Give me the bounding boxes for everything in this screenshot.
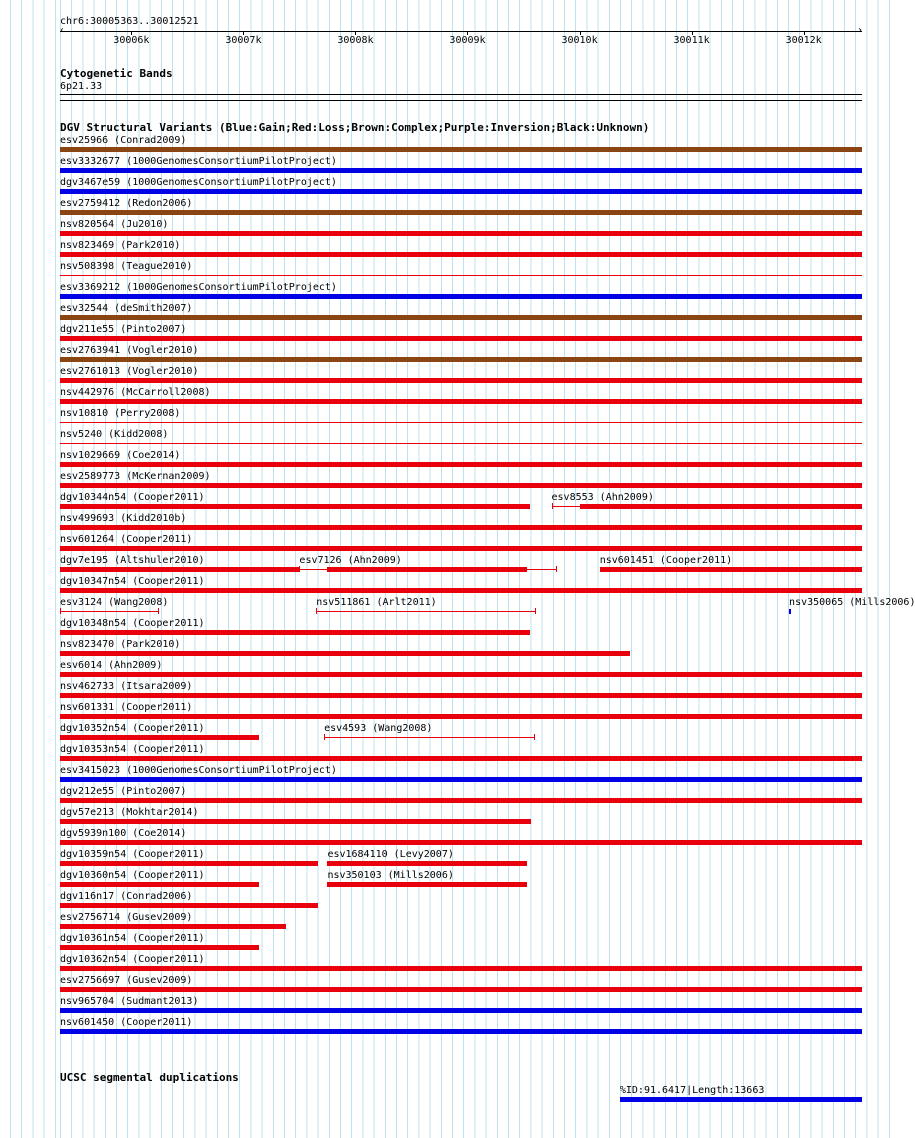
variant-label: esv2761013 (Vogler2010) — [60, 366, 199, 377]
variant-bar[interactable] — [60, 422, 862, 423]
variant-label: dgv211e55 (Pinto2007) — [60, 324, 187, 335]
variant-bar[interactable] — [60, 168, 862, 173]
variant-bar[interactable] — [600, 567, 862, 572]
variant-label: nsv499693 (Kidd2010b) — [60, 513, 187, 524]
variant-label: dgv10361n54 (Cooper2011) — [60, 933, 205, 944]
variant-label: nsv601331 (Cooper2011) — [60, 702, 193, 713]
variant-label: esv3415023 (1000GenomesConsortiumPilotProject) — [60, 765, 337, 776]
variant-bar[interactable] — [60, 819, 531, 824]
variant-label: dgv10360n54 (Cooper2011) — [60, 870, 205, 881]
variant-bar[interactable] — [60, 987, 862, 992]
variant-bar[interactable] — [60, 966, 862, 971]
ruler-tick-label: 30012k — [785, 35, 822, 46]
variant-bar[interactable] — [60, 275, 862, 276]
cytoband-track-title: Cytogenetic Bands — [60, 67, 173, 80]
variant-bar[interactable] — [789, 609, 791, 614]
variant-label: esv25966 (Conrad2009) — [60, 135, 187, 146]
variant-label: dgv7e195 (Altshuler2010) — [60, 555, 205, 566]
variant-bar[interactable] — [60, 630, 530, 635]
variant-bar[interactable] — [60, 945, 259, 950]
variant-label: nsv1029669 (Coe2014) — [60, 450, 181, 461]
variant-label: nsv601451 (Cooper2011) — [599, 555, 733, 566]
variant-bar-end — [535, 608, 536, 614]
variant-bar[interactable] — [60, 651, 630, 656]
variant-label: nsv5240 (Kidd2008) — [60, 429, 169, 440]
variant-bar-gap — [552, 506, 580, 507]
variant-label: esv6014 (Ahn2009) — [60, 660, 163, 671]
segdup-bar[interactable] — [620, 1097, 862, 1102]
variant-label: nsv10810 (Perry2008) — [60, 408, 181, 419]
variant-bar[interactable] — [60, 357, 862, 362]
ruler-position: chr6:30005363..30012521 — [60, 16, 199, 27]
variant-bar[interactable] — [60, 693, 862, 698]
variant-bar[interactable] — [60, 546, 862, 551]
variant-label: esv1684110 (Levy2007) — [327, 849, 454, 860]
variant-label: dgv10353n54 (Cooper2011) — [60, 744, 205, 755]
variant-label: nsv462733 (Itsara2009) — [60, 681, 193, 692]
variant-bar[interactable] — [60, 252, 862, 257]
variant-bar-end — [556, 566, 557, 572]
variant-bar[interactable] — [60, 525, 862, 530]
variant-bar-start — [316, 608, 317, 614]
variant-bar[interactable] — [60, 231, 862, 236]
variant-label: esv2589773 (McKernan2009) — [60, 471, 211, 482]
variant-label: nsv601450 (Cooper2011) — [60, 1017, 193, 1028]
ruler-right-arrow: › — [856, 25, 864, 36]
variant-label: dgv116n17 (Conrad2006) — [60, 891, 193, 902]
variant-bar[interactable] — [60, 315, 862, 320]
variant-bar[interactable] — [60, 336, 862, 341]
variant-bar-end — [534, 734, 535, 740]
variant-bar[interactable] — [60, 294, 862, 299]
variant-label: dgv57e213 (Mokhtar2014) — [60, 807, 199, 818]
variant-bar-start — [324, 734, 325, 740]
variant-label: dgv212e55 (Pinto2007) — [60, 786, 187, 797]
variant-bar[interactable] — [60, 861, 318, 866]
variant-bar[interactable] — [60, 567, 299, 572]
variant-label: nsv350065 (Mills2006) — [789, 597, 915, 608]
variant-bar[interactable] — [60, 840, 862, 845]
variant-label: dgv10359n54 (Cooper2011) — [60, 849, 205, 860]
variant-bar[interactable] — [327, 882, 526, 887]
variant-label: esv3332677 (1000GenomesConsortiumPilotProject) — [60, 156, 337, 167]
variant-bar[interactable] — [60, 672, 862, 677]
variant-label: esv3369212 (1000GenomesConsortiumPilotProject) — [60, 282, 337, 293]
ruler-axis-line — [60, 31, 862, 32]
variant-label: nsv442976 (McCarroll2008) — [60, 387, 211, 398]
variant-label: esv2756697 (Gusev2009) — [60, 975, 193, 986]
variant-bar[interactable] — [60, 462, 862, 467]
variant-label: dgv10347n54 (Cooper2011) — [60, 576, 205, 587]
variant-bar[interactable] — [60, 903, 318, 908]
variant-bar[interactable] — [60, 443, 862, 444]
variant-bar[interactable] — [60, 924, 286, 929]
variant-label: nsv508398 (Teague2010) — [60, 261, 193, 272]
variant-label: dgv10348n54 (Cooper2011) — [60, 618, 205, 629]
variant-label: esv2763941 (Vogler2010) — [60, 345, 199, 356]
ruler-left-arrow: ‹ — [58, 25, 66, 36]
variant-label: esv2756714 (Gusev2009) — [60, 912, 193, 923]
variant-bar-start — [60, 608, 61, 614]
variant-bar[interactable] — [60, 882, 259, 887]
variant-bar-gap — [527, 569, 557, 570]
variant-bar[interactable] — [60, 1029, 862, 1034]
ruler-tick-label: 30010k — [561, 35, 598, 46]
ruler-tick-label: 30009k — [449, 35, 486, 46]
cytoband-bottom-line — [60, 100, 862, 101]
variant-label: nsv823470 (Park2010) — [60, 639, 181, 650]
dgv-track-title: DGV Structural Variants (Blue:Gain;Red:Loss;Brown:Complex;Purple:Inversion;Black:Unknown) — [60, 121, 650, 134]
variant-bar-start — [299, 566, 300, 572]
variant-label: dgv10344n54 (Cooper2011) — [60, 492, 205, 503]
variant-bar[interactable] — [60, 611, 159, 612]
variant-label: esv8553 (Ahn2009) — [551, 492, 654, 503]
variant-bar[interactable] — [60, 189, 862, 194]
segdup-label: %ID:91.6417|Length:13663 — [619, 1085, 765, 1096]
ruler-tick-label: 30011k — [673, 35, 710, 46]
segdup-track-title: UCSC segmental duplications — [60, 1071, 239, 1084]
variant-label: esv32544 (deSmith2007) — [60, 303, 193, 314]
variant-bar[interactable] — [60, 798, 862, 803]
variant-bar[interactable] — [316, 611, 536, 612]
variant-label: nsv820564 (Ju2010) — [60, 219, 169, 230]
variant-bar[interactable] — [60, 483, 862, 488]
cytoband-label: 6p21.33 — [60, 81, 103, 92]
variant-bar[interactable] — [580, 504, 862, 509]
variant-bar[interactable] — [324, 737, 535, 738]
variant-bar[interactable] — [60, 399, 862, 404]
variant-bar[interactable] — [60, 1008, 862, 1013]
variant-bar-gap — [299, 569, 327, 570]
variant-bar[interactable] — [60, 588, 862, 593]
variant-label: dgv10362n54 (Cooper2011) — [60, 954, 205, 965]
variant-bar[interactable] — [60, 714, 862, 719]
cytoband-top-line — [60, 94, 862, 95]
variant-label: nsv601264 (Cooper2011) — [60, 534, 193, 545]
variant-label: nsv350103 (Mills2006) — [327, 870, 454, 881]
variant-label: nsv511861 (Arlt2011) — [316, 597, 437, 608]
variant-bar[interactable] — [60, 378, 862, 383]
variant-label: esv4593 (Wang2008) — [324, 723, 433, 734]
variant-label: dgv10352n54 (Cooper2011) — [60, 723, 205, 734]
ruler-tick-label: 30006k — [113, 35, 150, 46]
variant-bar[interactable] — [60, 735, 259, 740]
variant-label: dgv5939n100 (Coe2014) — [60, 828, 187, 839]
variant-bar[interactable] — [327, 567, 526, 572]
variant-bar[interactable] — [327, 861, 526, 866]
variant-label: nsv965704 (Sudmant2013) — [60, 996, 199, 1007]
variant-label: nsv823469 (Park2010) — [60, 240, 181, 251]
variant-bar-end — [158, 608, 159, 614]
variant-label: dgv3467e59 (1000GenomesConsortiumPilotProject) — [60, 177, 337, 188]
variant-bar[interactable] — [60, 504, 530, 509]
variant-bar[interactable] — [60, 210, 862, 215]
variant-bar[interactable] — [60, 756, 862, 761]
variant-label: esv3124 (Wang2008) — [60, 597, 169, 608]
variant-label: esv2759412 (Redon2006) — [60, 198, 193, 209]
variant-bar-start — [552, 503, 553, 509]
variant-bar[interactable] — [60, 777, 862, 782]
ruler-tick-label: 30007k — [225, 35, 262, 46]
variant-bar[interactable] — [60, 147, 862, 152]
ruler-tick-label: 30008k — [337, 35, 374, 46]
variant-label: esv7126 (Ahn2009) — [299, 555, 402, 566]
